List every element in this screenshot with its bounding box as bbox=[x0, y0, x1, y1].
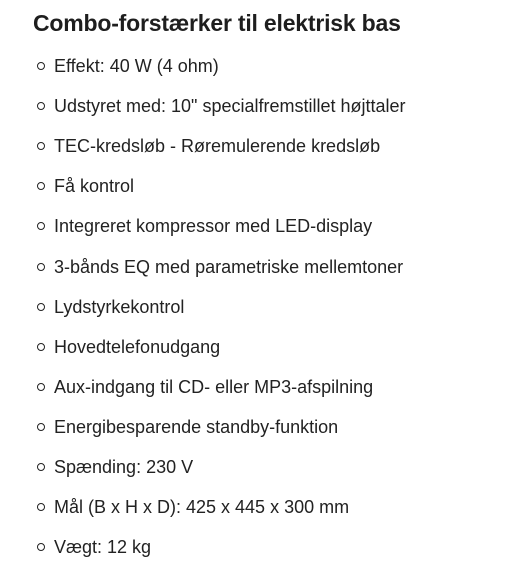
list-item bbox=[0, 46, 526, 86]
bullet-icon bbox=[37, 303, 45, 311]
spec-text: 3-bånds EQ med parametriske mellemtoner bbox=[54, 256, 404, 277]
page-title: Combo-forstærker til elektrisk bas bbox=[33, 10, 401, 36]
bullet-icon bbox=[37, 423, 45, 431]
list-item bbox=[0, 327, 526, 367]
spec-text: Effekt: 40 W (4 ohm) bbox=[54, 56, 219, 77]
list-item bbox=[0, 407, 526, 447]
spec-text: Energibesparende standby-funktion bbox=[54, 416, 339, 437]
spec-text: Mål (B x H x D): 425 x 445 x 300 mm bbox=[54, 497, 350, 518]
bullet-icon bbox=[37, 343, 45, 351]
list-item bbox=[0, 287, 526, 327]
spec-text: Udstyret med: 10" specialfremstillet højttaler bbox=[54, 96, 406, 117]
bullet-icon bbox=[37, 463, 45, 471]
list-item bbox=[0, 166, 526, 206]
list-item bbox=[0, 86, 526, 126]
bullet-icon bbox=[37, 383, 45, 391]
list-item bbox=[0, 367, 526, 407]
spec-text: Få kontrol bbox=[54, 176, 135, 197]
bullet-icon bbox=[37, 503, 45, 511]
list-item bbox=[0, 246, 526, 286]
list-item bbox=[0, 126, 526, 166]
list-item bbox=[0, 487, 526, 527]
bullet-icon bbox=[37, 182, 45, 190]
list-item bbox=[0, 206, 526, 246]
spec-text: Spænding: 230 V bbox=[54, 456, 194, 477]
bullet-icon bbox=[37, 543, 45, 551]
spec-text: Aux-indgang til CD- eller MP3-afspilning bbox=[54, 376, 374, 397]
spec-text: Lydstyrkekontrol bbox=[54, 296, 185, 317]
list-item bbox=[0, 447, 526, 487]
bullet-icon bbox=[37, 142, 45, 150]
bullet-icon bbox=[37, 222, 45, 230]
spec-text: TEC-kredsløb - Røremulerende kredsløb bbox=[54, 136, 381, 157]
spec-text: Hovedtelefonudgang bbox=[54, 336, 221, 357]
bullet-icon bbox=[37, 62, 45, 70]
spec-text: Integreret kompressor med LED-display bbox=[54, 216, 373, 237]
bullet-icon bbox=[37, 263, 45, 271]
spec-text: Vægt: 12 kg bbox=[54, 537, 152, 558]
list-item bbox=[0, 527, 526, 567]
spec-list bbox=[0, 46, 526, 567]
bullet-icon bbox=[37, 102, 45, 110]
